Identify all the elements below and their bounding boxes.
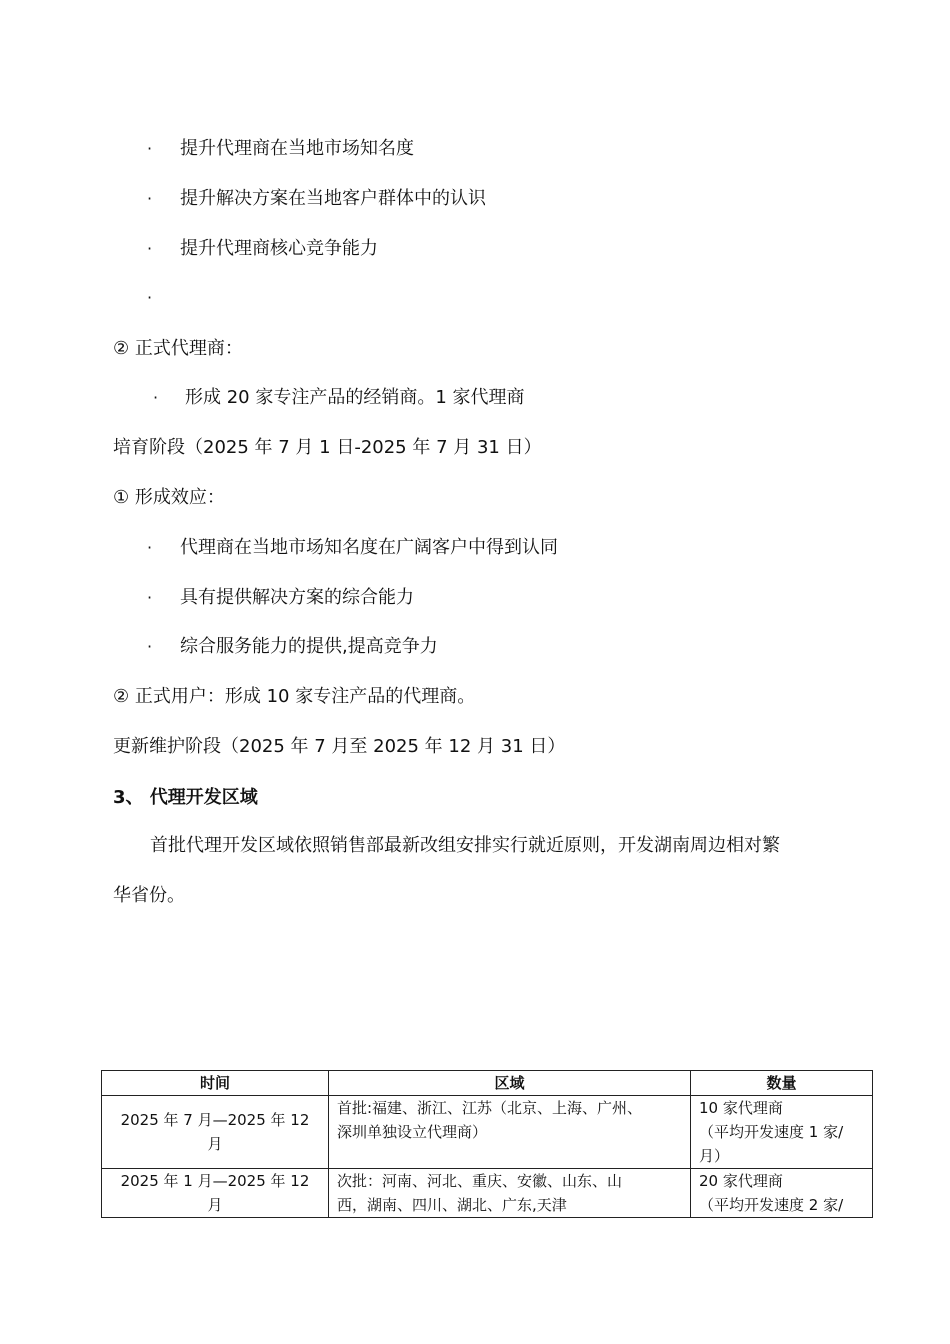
bullet-item: 提升代理商核心竞争能力 xyxy=(180,238,378,259)
nurture-stage: 培育阶段（2025 年 7 月 1 日-2025 年 7 月 31 日） xyxy=(113,437,542,458)
section3-title: 3、 代理开发区域 xyxy=(113,787,258,808)
bullet-dot: · xyxy=(147,637,153,656)
time-line: 2025 年 1 月—2025 年 12 xyxy=(120,1172,310,1190)
column-header-quantity: 数量 xyxy=(691,1071,873,1096)
time-cell xyxy=(102,1169,329,1218)
time-line: 月 xyxy=(207,1196,223,1214)
region-line: 西，湖南、四川、湖北、广东,天津 xyxy=(337,1196,567,1214)
time-line: 月 xyxy=(207,1135,223,1153)
quantity-cell xyxy=(691,1096,873,1169)
table-header-row xyxy=(102,1071,873,1096)
time-cell xyxy=(102,1096,329,1169)
formal-agent-item: 形成 20 家专注产品的经销商。1 家代理商 xyxy=(185,387,525,408)
bullet-dot: · xyxy=(147,588,153,607)
effect-bullet: 具有提供解决方案的综合能力 xyxy=(180,587,414,608)
quantity-line: （平均开发速度 2 家/ xyxy=(699,1196,844,1214)
formal-user: ② 正式用户：形成 10 家专注产品的代理商。 xyxy=(113,686,476,707)
section3-paragraph-line1: 首批代理开发区域依照销售部最新改组安排实行就近原则，开发湖南周边相对繁 xyxy=(150,835,780,856)
table-row xyxy=(102,1096,873,1169)
quantity-cell xyxy=(691,1169,873,1218)
table-row xyxy=(102,1169,873,1218)
effect-bullet: 综合服务能力的提供,提高竞争力 xyxy=(180,636,438,657)
time-line: 2025 年 7 月—2025 年 12 xyxy=(120,1111,310,1129)
column-header-time: 时间 xyxy=(102,1071,329,1096)
region-table xyxy=(101,1070,873,1218)
region-line: 深圳单独设立代理商） xyxy=(337,1123,488,1141)
bullet-dot: · xyxy=(147,288,153,307)
maintenance-stage: 更新维护阶段（2025 年 7 月至 2025 年 12 月 31 日） xyxy=(113,736,566,757)
region-line: 首批:福建、浙江、江苏（北京、上海、广州、 xyxy=(337,1099,643,1117)
quantity-line: （平均开发速度 1 家/ xyxy=(699,1123,844,1141)
formal-agent-heading: ② 正式代理商： xyxy=(113,338,243,359)
bullet-dot: · xyxy=(147,139,153,158)
quantity-line: 月） xyxy=(699,1147,730,1165)
bullet-dot: · xyxy=(147,538,153,557)
effect-bullet: 代理商在当地市场知名度在广阔客户中得到认同 xyxy=(180,537,558,558)
region-line: 次批：河南、河北、重庆、安徽、山东、山 xyxy=(337,1172,623,1190)
section3-paragraph-line2: 华省份。 xyxy=(113,885,185,906)
bullet-dot: · xyxy=(153,388,159,407)
column-header-region: 区域 xyxy=(329,1071,691,1096)
bullet-dot: · xyxy=(147,189,153,208)
quantity-line: 10 家代理商 xyxy=(699,1099,783,1117)
bullet-item: 提升解决方案在当地客户群体中的认识 xyxy=(180,188,486,209)
region-cell xyxy=(329,1096,691,1169)
bullet-item: 提升代理商在当地市场知名度 xyxy=(180,138,414,159)
effect-heading: ① 形成效应： xyxy=(113,487,225,508)
quantity-line: 20 家代理商 xyxy=(699,1172,783,1190)
region-cell xyxy=(329,1169,691,1218)
bullet-dot: · xyxy=(147,239,153,258)
